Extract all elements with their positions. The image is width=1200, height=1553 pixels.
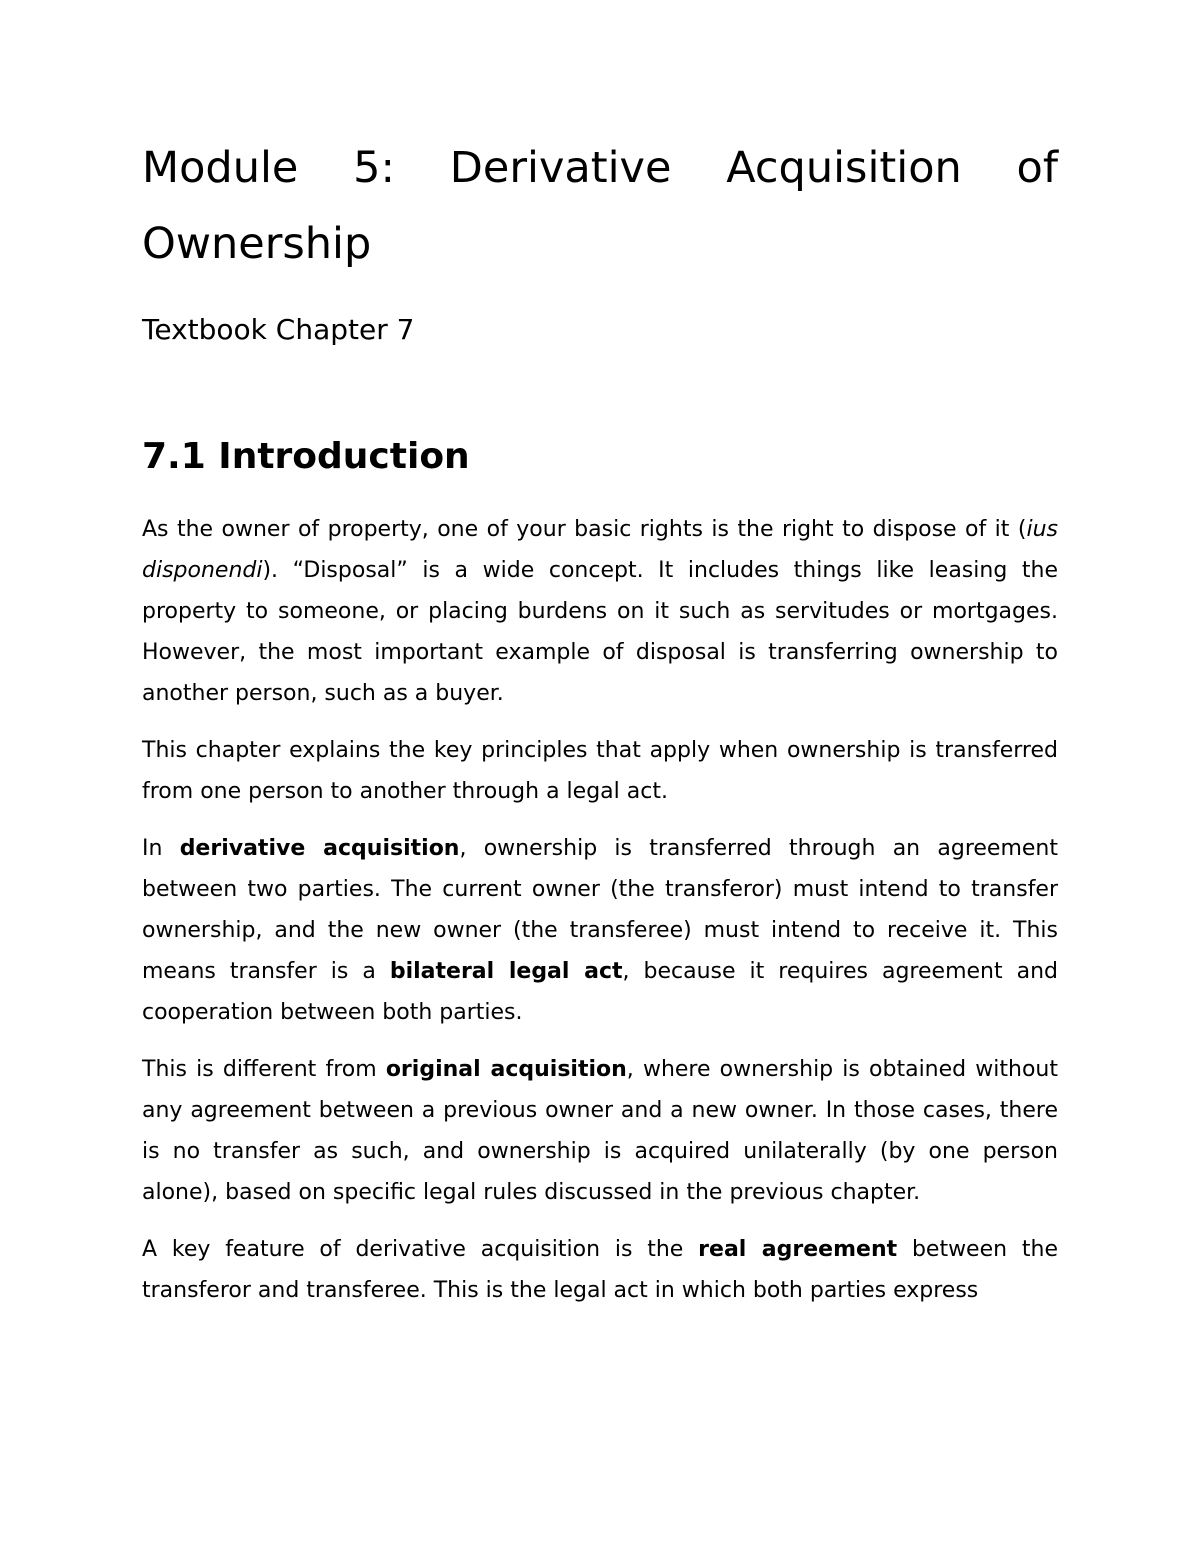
key-term-derivative-acquisition: derivative acquisition	[179, 836, 460, 861]
paragraph-3-text-a: In	[142, 836, 180, 861]
paragraph-1	[142, 509, 1058, 714]
key-term-original-acquisition: original acquisition	[385, 1057, 627, 1082]
paragraph-4	[142, 1049, 1058, 1213]
document-subtitle: Textbook Chapter 7	[142, 313, 415, 346]
paragraph-3	[142, 828, 1058, 1033]
paragraph-3-text-c: , ownership is transferred through an agreement between two parties. The current owner (the transferor) must intend to transfer ownership, and the new owner (the transferee) must intend to receive it. This means transfer is a	[142, 836, 1058, 984]
paragraph-4-text-c: , where ownership is obtained without any agreement between a previous owner and a new owner. In those cases, there is no transfer as such, and ownership is acquired unilaterally (by one person alone), based on specific legal rules discussed in the previous chapter.	[142, 1057, 1058, 1205]
paragraph-5-text-a: A key feature of derivative acquisition is the	[142, 1237, 699, 1262]
section-heading: 7.1 Introduction	[142, 436, 470, 477]
document-title	[142, 130, 1058, 282]
document-title-line-1: Module 5: Derivative Acquisition of	[142, 143, 1058, 193]
document-page	[142, 130, 1058, 1311]
key-term-bilateral-legal-act: bilateral legal act	[389, 959, 623, 984]
paragraph-2: This chapter explains the key principles that apply when ownership is transferred from one person to another through a legal act.	[142, 738, 1058, 804]
paragraph-1-text-a: As the owner of property, one of your basic rights is the right to dispose of it (	[142, 517, 1027, 542]
paragraph-5-text-c: between the transferor and transferee. This is the legal act in which both parties express	[142, 1237, 1058, 1303]
paragraph-3-text-e: , because it requires agreement and cooperation between both parties.	[142, 959, 1058, 1025]
paragraph-5	[142, 1229, 1058, 1311]
paragraph-1-text-c: ). “Disposal” is a wide concept. It includes things like leasing the property to someone, or placing burdens on it such as servitudes or mortgages. However, the most important example of disposal is transferring ownership to another person, such as a buyer.	[142, 558, 1058, 706]
document-title-line-2: Ownership	[142, 219, 372, 269]
paragraph-4-text-a: This is different from	[142, 1057, 386, 1082]
key-term-real-agreement: real agreement	[698, 1237, 898, 1262]
latin-term: ius disponendi	[142, 517, 1058, 583]
